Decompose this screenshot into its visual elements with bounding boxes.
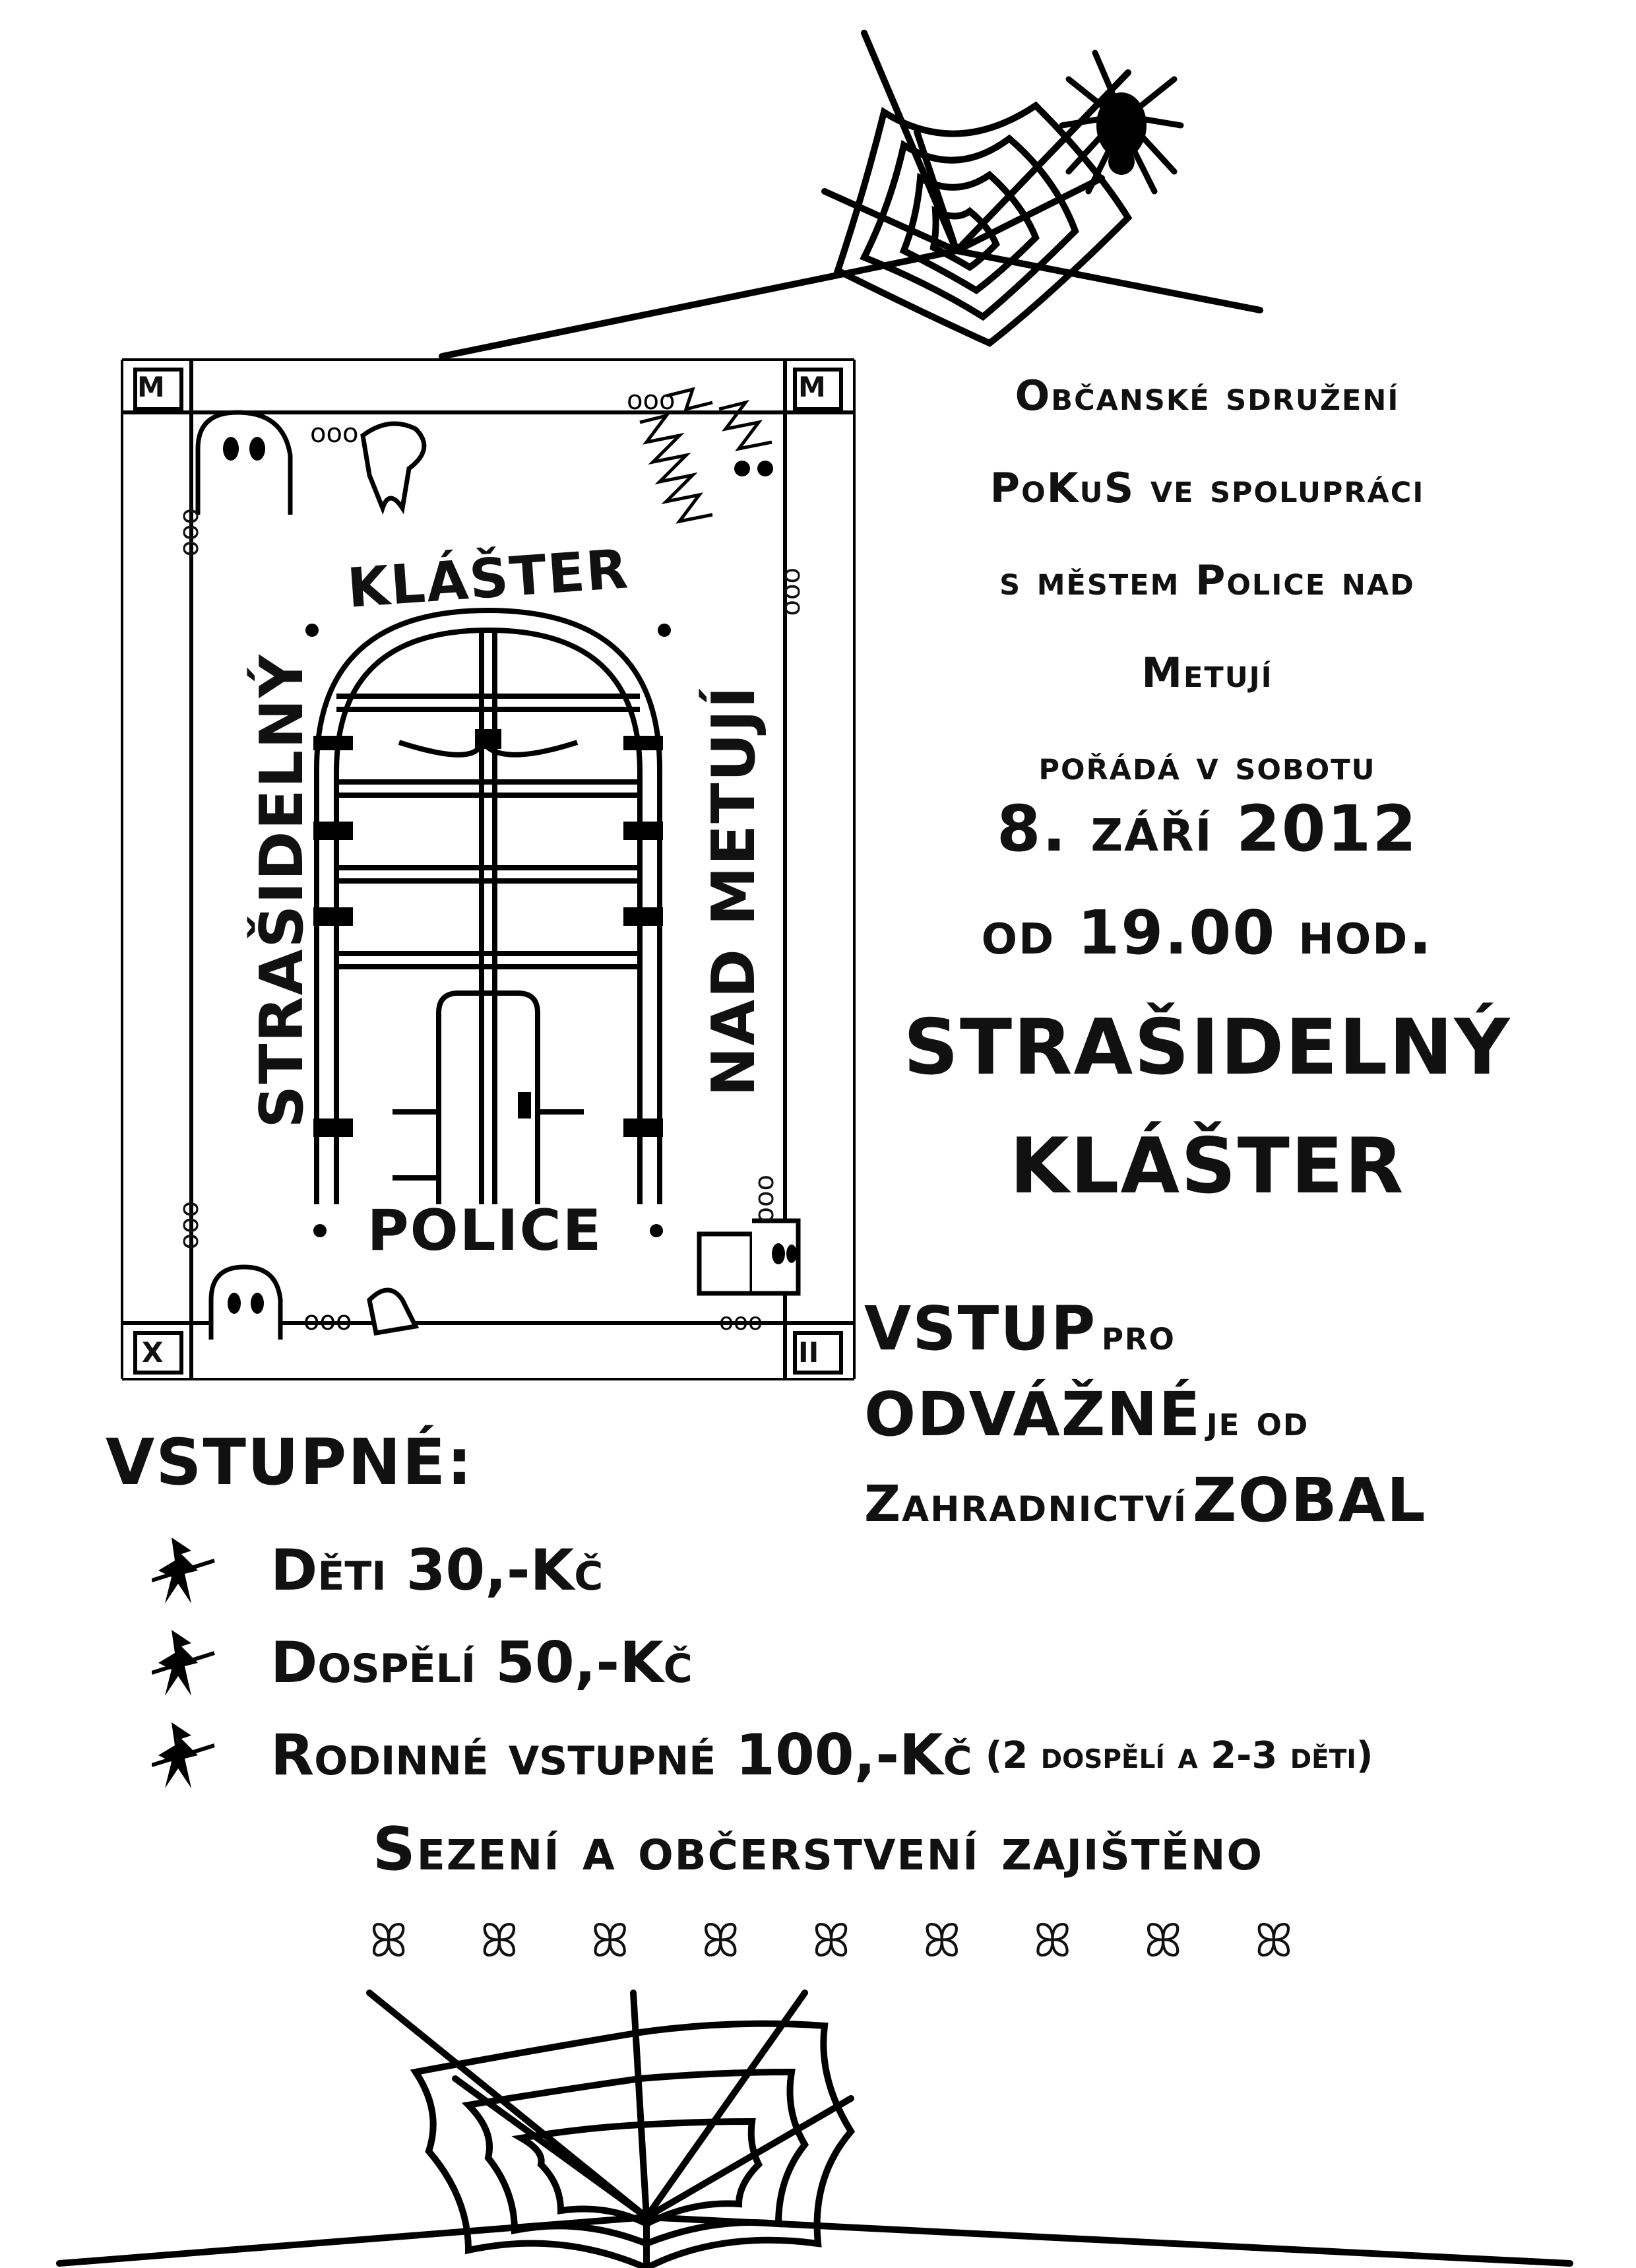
logo-corner-tr: M xyxy=(798,371,826,403)
announcement-line2: PoKuS ve spolupráci xyxy=(990,464,1425,512)
ornament-row xyxy=(369,1914,1293,1968)
logo-right-vertical: NAD METUJÍ xyxy=(699,685,769,1097)
announcement-line1: Občanské sdružení xyxy=(1015,372,1400,420)
ornament-icon: ꕤ xyxy=(701,1914,740,1968)
ornament-icon: ꕤ xyxy=(480,1914,519,1968)
seating-note: Sezení a občerstvení zajištěno xyxy=(372,1815,1264,1884)
announcement-line4: Metují xyxy=(1141,649,1273,697)
announcement-line3: s městem Police nad xyxy=(999,556,1415,604)
chain-links: ooo xyxy=(177,508,207,557)
entry-line2-big: ODVÁŽNÉ xyxy=(864,1379,1202,1450)
prices-heading: VSTUPNÉ: xyxy=(106,1425,474,1499)
chain-links: ooo xyxy=(752,1175,782,1223)
entry-line2-small: je od xyxy=(1206,1397,1309,1446)
price-label: Rodinné vstupné 100,-Kč xyxy=(270,1722,972,1788)
logo-left-vertical: STRAŠIDELNÝ xyxy=(247,653,317,1128)
price-label: Dospělí 50,-Kč xyxy=(270,1630,693,1696)
witch-icon xyxy=(152,1716,218,1795)
chain-links: ooo xyxy=(177,1201,207,1250)
entry-line1-big: VSTUP xyxy=(864,1293,1097,1364)
svg-text:ooo: ooo xyxy=(303,1306,352,1336)
chain-links: ooo xyxy=(778,567,809,616)
ornament-icon: ꕤ xyxy=(590,1914,629,1968)
price-label: Děti 30,-Kč xyxy=(270,1538,604,1604)
witch-icon xyxy=(152,1531,218,1610)
ornament-icon: ꕤ xyxy=(811,1914,851,1968)
logo-corner-bl: X xyxy=(142,1336,164,1369)
entry-line1-small: pro xyxy=(1101,1311,1176,1360)
event-date: 8. září 2012 xyxy=(996,792,1418,866)
ornament-icon: ꕤ xyxy=(369,1914,408,1968)
entry-line3 xyxy=(864,1465,1427,1536)
logo-corner-br: II xyxy=(798,1336,819,1369)
svg-text:ooo: ooo xyxy=(719,1309,763,1336)
event-title-line1: STRAŠIDELNÝ xyxy=(903,1003,1511,1092)
price-row xyxy=(152,1531,603,1610)
entry-line3-small: Zahradnictví xyxy=(864,1474,1188,1533)
ghost-icon xyxy=(204,1260,435,1346)
logo-arc-title: KLÁŠTER xyxy=(345,538,631,620)
event-time: od 19.00 hod. xyxy=(981,897,1433,968)
spider-web-icon xyxy=(59,1980,1577,2268)
announcement-line5: pořádá v sobotu xyxy=(1038,741,1376,789)
svg-text:ooo: ooo xyxy=(310,418,359,449)
witch-icon xyxy=(152,1623,218,1702)
price-row xyxy=(152,1716,1373,1795)
logo-corner-tl: M xyxy=(137,371,165,403)
entry-line1 xyxy=(864,1293,1176,1364)
ornament-icon: ꕤ xyxy=(1033,1914,1072,1968)
ornament-icon: ꕤ xyxy=(1144,1914,1183,1968)
hedgehog-icon xyxy=(627,383,798,567)
entry-line2 xyxy=(864,1379,1309,1450)
logo-bottom: POLICE xyxy=(367,1198,603,1264)
price-row xyxy=(152,1623,693,1702)
ornament-icon: ꕤ xyxy=(922,1914,961,1968)
announcement-block xyxy=(851,350,1563,812)
event-title-line2: KLÁŠTER xyxy=(1009,1122,1405,1211)
ornament-icon: ꕤ xyxy=(1254,1914,1293,1968)
ghost-icon xyxy=(191,409,442,521)
svg-text:ooo: ooo xyxy=(627,385,676,416)
price-note: (2 dospělí a 2-3 děti) xyxy=(985,1733,1373,1777)
spider-icon xyxy=(1055,53,1187,198)
entry-line3-big: ZOBAL xyxy=(1192,1465,1427,1536)
